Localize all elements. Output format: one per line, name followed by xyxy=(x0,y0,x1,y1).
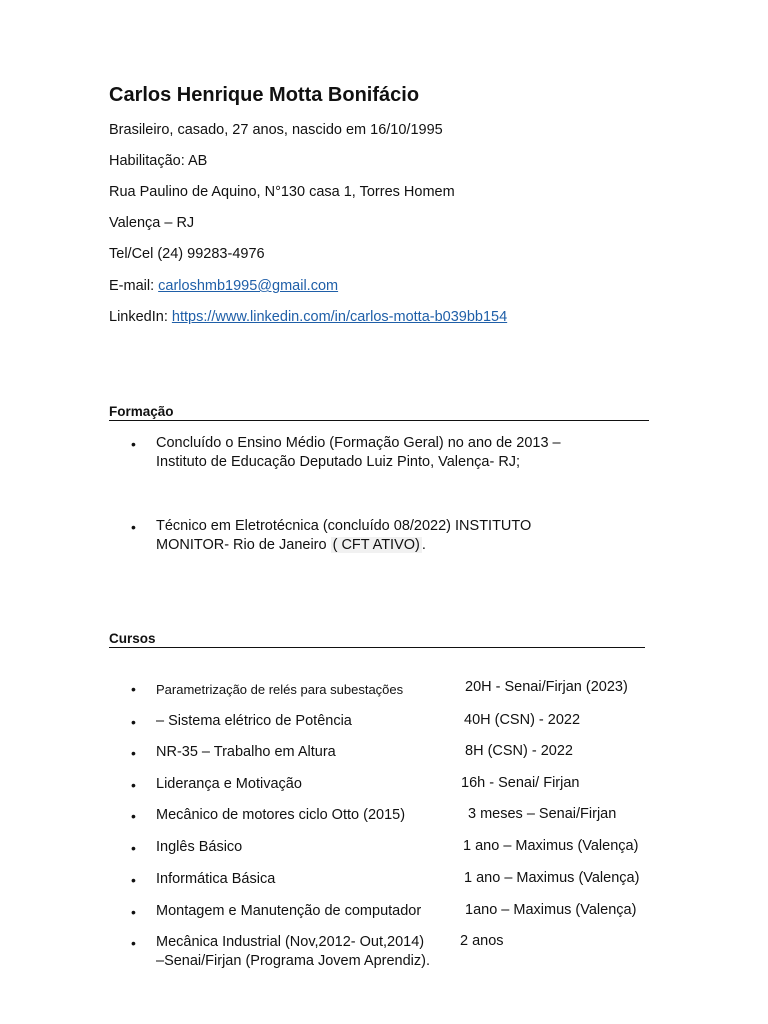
bullet-icon: • xyxy=(131,681,136,697)
course-name: NR-35 – Trabalho em Altura xyxy=(156,744,336,760)
course-name: Montagem e Manutenção de computador xyxy=(156,903,422,919)
formacao-item-line: Técnico em Eletrotécnica (concluído 08/2022) INSTITUTO xyxy=(156,518,532,534)
bullet-icon: • xyxy=(131,808,136,824)
license-line: Habilitação: AB xyxy=(109,153,208,169)
bullet-icon: • xyxy=(131,519,136,535)
course-detail: 1 ano – Maximus (Valença) xyxy=(463,838,639,854)
bullet-icon: • xyxy=(131,872,136,888)
course-name-line: Mecânica Industrial (Nov,2012- Out,2014) xyxy=(156,934,425,950)
bullet-icon: • xyxy=(131,840,136,856)
bullet-icon: • xyxy=(131,745,136,761)
section-title-cursos: Cursos xyxy=(109,631,645,648)
course-detail: 8H (CSN) - 2022 xyxy=(465,743,573,759)
cft-status-highlight: ( CFT ATIVO) xyxy=(332,537,420,553)
email-line xyxy=(109,278,338,294)
course-detail: 2 anos xyxy=(460,933,504,949)
course-name xyxy=(156,933,430,971)
bullet-icon: • xyxy=(131,904,136,920)
bullet-icon: • xyxy=(131,777,136,793)
formacao-item xyxy=(156,517,531,555)
formacao-item-text: MONITOR- Rio de Janeiro xyxy=(156,537,331,553)
course-name-line: –Senai/Firjan (Programa Jovem Aprendiz). xyxy=(156,953,431,969)
formacao-item-line xyxy=(156,536,531,555)
linkedin-line xyxy=(109,309,507,325)
bullet-icon: • xyxy=(131,935,136,951)
course-name: Informática Básica xyxy=(156,871,276,887)
course-name: Parametrização de relés para subestações xyxy=(156,682,404,697)
section-title-formacao: Formação xyxy=(109,404,649,421)
formacao-item xyxy=(156,434,561,472)
course-detail: 20H - Senai/Firjan (2023) xyxy=(465,679,628,695)
address-line: Rua Paulino de Aquino, N°130 casa 1, Torres Homem xyxy=(109,184,455,200)
course-name: – Sistema elétrico de Potência xyxy=(156,713,352,729)
linkedin-link[interactable]: https://www.linkedin.com/in/carlos-motta-b039bb154 xyxy=(171,309,508,325)
candidate-name: Carlos Henrique Motta Bonifácio xyxy=(109,84,420,106)
personal-info-line: Brasileiro, casado, 27 anos, nascido em 16/10/1995 xyxy=(109,122,443,138)
bullet-icon: • xyxy=(131,436,136,452)
formacao-item-line: Concluído o Ensino Médio (Formação Geral) no ano de 2013 – xyxy=(156,435,561,451)
phone-line: Tel/Cel (24) 99283-4976 xyxy=(109,246,265,262)
email-label: E-mail: xyxy=(109,278,159,294)
course-name: Mecânico de motores ciclo Otto (2015) xyxy=(156,807,406,823)
bullet-icon: • xyxy=(131,714,136,730)
course-detail: 16h - Senai/ Firjan xyxy=(461,775,580,791)
city-line: Valença – RJ xyxy=(109,215,195,231)
course-detail: 3 meses – Senai/Firjan xyxy=(468,806,617,822)
course-detail: 1 ano – Maximus (Valença) xyxy=(464,870,640,886)
formacao-item-line: Instituto de Educação Deputado Luiz Pinto, Valença- RJ; xyxy=(156,454,521,470)
linkedin-label: LinkedIn: xyxy=(109,309,172,325)
course-name: Inglês Básico xyxy=(156,839,243,855)
formacao-item-text: . xyxy=(421,537,426,553)
email-link[interactable]: carloshmb1995@gmail.com xyxy=(158,278,339,294)
course-name: Liderança e Motivação xyxy=(156,776,302,792)
course-detail: 40H (CSN) - 2022 xyxy=(464,712,581,728)
course-detail: 1ano – Maximus (Valença) xyxy=(465,902,637,918)
